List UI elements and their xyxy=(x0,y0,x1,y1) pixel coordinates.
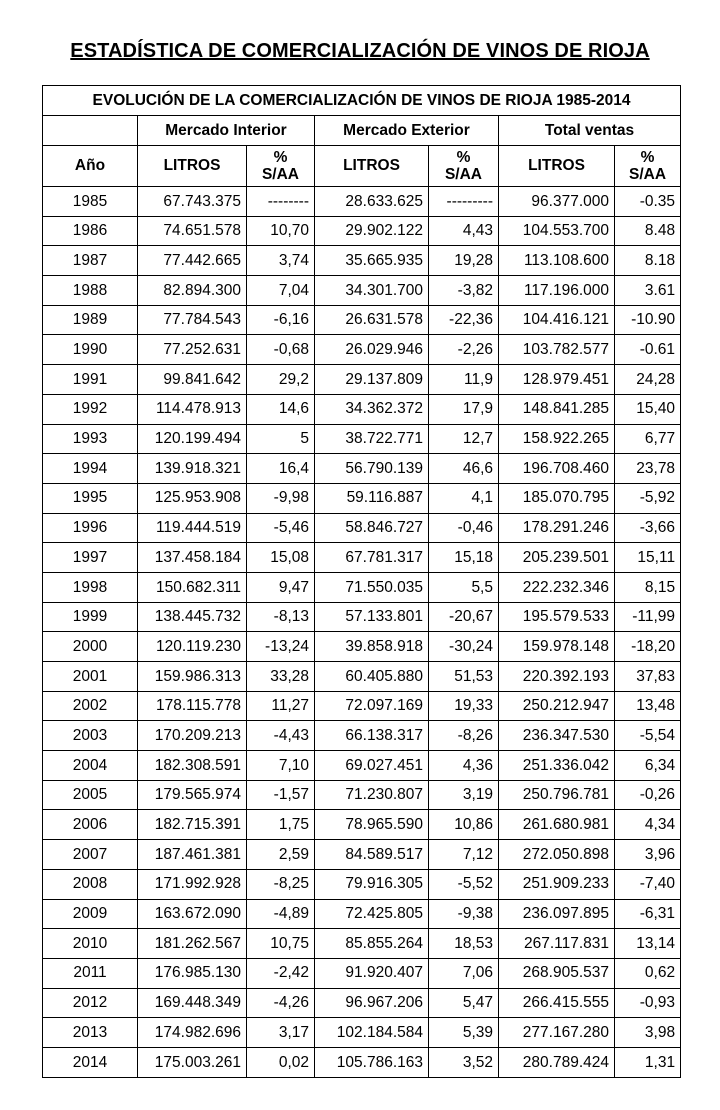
table-row xyxy=(43,305,681,335)
exterior-litros-cell: 35.665.935 xyxy=(315,246,429,276)
interior-pct-cell: 3,17 xyxy=(247,1018,315,1048)
group-header-empty xyxy=(43,116,138,146)
exterior-litros-cell: 66.138.317 xyxy=(315,721,429,751)
total-pct-cell: 13,14 xyxy=(615,929,681,959)
exterior-litros-cell: 39.858.918 xyxy=(315,632,429,662)
exterior-pct-cell: -9,38 xyxy=(429,899,499,929)
year-cell: 2007 xyxy=(43,840,138,870)
total-pct-cell: 8,15 xyxy=(615,572,681,602)
total-pct-cell: 6,34 xyxy=(615,751,681,781)
year-cell: 2013 xyxy=(43,1018,138,1048)
interior-litros-cell: 178.115.778 xyxy=(138,691,247,721)
exterior-pct-cell: 51,53 xyxy=(429,662,499,692)
interior-litros-cell: 187.461.381 xyxy=(138,840,247,870)
interior-pct-cell: 1,75 xyxy=(247,810,315,840)
exterior-pct-cell: 17,9 xyxy=(429,394,499,424)
total-pct-cell: 8.48 xyxy=(615,216,681,246)
exterior-litros-cell: 28.633.625 xyxy=(315,187,429,217)
table-row xyxy=(43,216,681,246)
header-total-pct: % S/AA xyxy=(615,146,681,187)
exterior-pct-cell: 18,53 xyxy=(429,929,499,959)
exterior-pct-cell: 5,47 xyxy=(429,988,499,1018)
total-litros-cell: 178.291.246 xyxy=(499,513,615,543)
table-row xyxy=(43,276,681,306)
total-pct-cell: 23,78 xyxy=(615,454,681,484)
exterior-litros-cell: 78.965.590 xyxy=(315,810,429,840)
table-row xyxy=(43,572,681,602)
total-litros-cell: 185.070.795 xyxy=(499,483,615,513)
exterior-pct-cell: 3,19 xyxy=(429,780,499,810)
interior-litros-cell: 114.478.913 xyxy=(138,394,247,424)
interior-litros-cell: 120.199.494 xyxy=(138,424,247,454)
exterior-litros-cell: 56.790.139 xyxy=(315,454,429,484)
interior-pct-cell: 2,59 xyxy=(247,840,315,870)
interior-litros-cell: 181.262.567 xyxy=(138,929,247,959)
group-header-row xyxy=(43,116,681,146)
interior-pct-cell: -0,68 xyxy=(247,335,315,365)
year-cell: 2009 xyxy=(43,899,138,929)
exterior-litros-cell: 34.301.700 xyxy=(315,276,429,306)
interior-pct-cell: 5 xyxy=(247,424,315,454)
total-litros-cell: 250.796.781 xyxy=(499,780,615,810)
exterior-litros-cell: 29.137.809 xyxy=(315,365,429,395)
exterior-litros-cell: 26.631.578 xyxy=(315,305,429,335)
interior-pct-cell: -4,89 xyxy=(247,899,315,929)
table-row xyxy=(43,929,681,959)
total-litros-cell: 236.097.895 xyxy=(499,899,615,929)
exterior-pct-cell: 5,5 xyxy=(429,572,499,602)
total-pct-cell: -0.61 xyxy=(615,335,681,365)
total-litros-cell: 272.050.898 xyxy=(499,840,615,870)
interior-litros-cell: 170.209.213 xyxy=(138,721,247,751)
total-pct-cell: -5,54 xyxy=(615,721,681,751)
header-exterior-litros: LITROS xyxy=(315,146,429,187)
interior-pct-cell: -4,26 xyxy=(247,988,315,1018)
total-pct-cell: 4,34 xyxy=(615,810,681,840)
exterior-litros-cell: 79.916.305 xyxy=(315,869,429,899)
exterior-pct-cell: 4,43 xyxy=(429,216,499,246)
interior-pct-cell: 33,28 xyxy=(247,662,315,692)
exterior-pct-cell: -5,52 xyxy=(429,869,499,899)
table-row xyxy=(43,513,681,543)
exterior-litros-cell: 85.855.264 xyxy=(315,929,429,959)
exterior-litros-cell: 72.097.169 xyxy=(315,691,429,721)
total-litros-cell: 266.415.555 xyxy=(499,988,615,1018)
interior-litros-cell: 159.986.313 xyxy=(138,662,247,692)
interior-litros-cell: 77.252.631 xyxy=(138,335,247,365)
table-row xyxy=(43,483,681,513)
interior-litros-cell: 67.743.375 xyxy=(138,187,247,217)
document-title: ESTADÍSTICA DE COMERCIALIZACIÓN DE VINOS DE RIOJA xyxy=(70,40,650,62)
total-pct-cell: -6,31 xyxy=(615,899,681,929)
year-cell: 2005 xyxy=(43,780,138,810)
table-row xyxy=(43,424,681,454)
table-row xyxy=(43,394,681,424)
exterior-pct-cell: 46,6 xyxy=(429,454,499,484)
table-row xyxy=(43,335,681,365)
interior-pct-cell: 11,27 xyxy=(247,691,315,721)
table-row xyxy=(43,899,681,929)
year-cell: 1989 xyxy=(43,305,138,335)
exterior-litros-cell: 72.425.805 xyxy=(315,899,429,929)
table-row xyxy=(43,365,681,395)
exterior-litros-cell: 58.846.727 xyxy=(315,513,429,543)
exterior-litros-cell: 60.405.880 xyxy=(315,662,429,692)
exterior-litros-cell: 71.550.035 xyxy=(315,572,429,602)
exterior-pct-cell: 11,9 xyxy=(429,365,499,395)
interior-litros-cell: 125.953.908 xyxy=(138,483,247,513)
exterior-litros-cell: 69.027.451 xyxy=(315,751,429,781)
total-pct-cell: 1,31 xyxy=(615,1047,681,1077)
table-row xyxy=(43,187,681,217)
table-row xyxy=(43,1018,681,1048)
total-litros-cell: 104.416.121 xyxy=(499,305,615,335)
year-cell: 1987 xyxy=(43,246,138,276)
exterior-pct-cell: 19,28 xyxy=(429,246,499,276)
year-cell: 1990 xyxy=(43,335,138,365)
interior-litros-cell: 171.992.928 xyxy=(138,869,247,899)
total-pct-cell: 3,96 xyxy=(615,840,681,870)
total-pct-cell: 6,77 xyxy=(615,424,681,454)
year-cell: 2006 xyxy=(43,810,138,840)
interior-pct-cell: 7,04 xyxy=(247,276,315,306)
total-pct-cell: 15,40 xyxy=(615,394,681,424)
total-pct-cell: -18,20 xyxy=(615,632,681,662)
interior-pct-cell: -1,57 xyxy=(247,780,315,810)
total-litros-cell: 196.708.460 xyxy=(499,454,615,484)
total-litros-cell: 113.108.600 xyxy=(499,246,615,276)
year-cell: 2004 xyxy=(43,751,138,781)
exterior-pct-cell: -30,24 xyxy=(429,632,499,662)
group-header-exterior: Mercado Exterior xyxy=(315,116,499,146)
total-litros-cell: 158.922.265 xyxy=(499,424,615,454)
exterior-litros-cell: 34.362.372 xyxy=(315,394,429,424)
header-interior-litros: LITROS xyxy=(138,146,247,187)
total-pct-cell: 24,28 xyxy=(615,365,681,395)
total-litros-cell: 250.212.947 xyxy=(499,691,615,721)
exterior-pct-cell: 3,52 xyxy=(429,1047,499,1077)
total-litros-cell: 251.336.042 xyxy=(499,751,615,781)
total-pct-cell: -10.90 xyxy=(615,305,681,335)
table-row xyxy=(43,840,681,870)
interior-litros-cell: 120.119.230 xyxy=(138,632,247,662)
interior-litros-cell: 163.672.090 xyxy=(138,899,247,929)
total-pct-cell: 3.61 xyxy=(615,276,681,306)
year-cell: 1996 xyxy=(43,513,138,543)
exterior-pct-cell: -20,67 xyxy=(429,602,499,632)
total-pct-cell: -7,40 xyxy=(615,869,681,899)
exterior-litros-cell: 102.184.584 xyxy=(315,1018,429,1048)
table-row xyxy=(43,662,681,692)
year-cell: 1985 xyxy=(43,187,138,217)
interior-pct-cell: 10,75 xyxy=(247,929,315,959)
interior-litros-cell: 74.651.578 xyxy=(138,216,247,246)
interior-pct-cell: 0,02 xyxy=(247,1047,315,1077)
interior-pct-cell: -6,16 xyxy=(247,305,315,335)
exterior-pct-cell: 10,86 xyxy=(429,810,499,840)
total-litros-cell: 277.167.280 xyxy=(499,1018,615,1048)
total-pct-cell: 13,48 xyxy=(615,691,681,721)
interior-pct-cell: -13,24 xyxy=(247,632,315,662)
year-cell: 2000 xyxy=(43,632,138,662)
interior-litros-cell: 169.448.349 xyxy=(138,988,247,1018)
exterior-pct-cell: -3,82 xyxy=(429,276,499,306)
total-litros-cell: 128.979.451 xyxy=(499,365,615,395)
table-row xyxy=(43,751,681,781)
interior-litros-cell: 77.442.665 xyxy=(138,246,247,276)
commercialization-table xyxy=(42,85,681,1078)
year-cell: 2010 xyxy=(43,929,138,959)
interior-pct-cell: 14,6 xyxy=(247,394,315,424)
exterior-litros-cell: 67.781.317 xyxy=(315,543,429,573)
table-row xyxy=(43,869,681,899)
interior-litros-cell: 175.003.261 xyxy=(138,1047,247,1077)
table-row xyxy=(43,780,681,810)
header-year: Año xyxy=(43,146,138,187)
interior-pct-cell: 16,4 xyxy=(247,454,315,484)
interior-litros-cell: 82.894.300 xyxy=(138,276,247,306)
column-header-row xyxy=(43,146,681,187)
exterior-litros-cell: 38.722.771 xyxy=(315,424,429,454)
exterior-pct-cell: -2,26 xyxy=(429,335,499,365)
total-pct-cell: -11,99 xyxy=(615,602,681,632)
interior-pct-cell: -4,43 xyxy=(247,721,315,751)
table-row xyxy=(43,632,681,662)
year-cell: 1988 xyxy=(43,276,138,306)
year-cell: 1986 xyxy=(43,216,138,246)
exterior-litros-cell: 84.589.517 xyxy=(315,840,429,870)
total-litros-cell: 280.789.424 xyxy=(499,1047,615,1077)
exterior-pct-cell: 4,1 xyxy=(429,483,499,513)
year-cell: 2003 xyxy=(43,721,138,751)
total-litros-cell: 222.232.346 xyxy=(499,572,615,602)
exterior-litros-cell: 57.133.801 xyxy=(315,602,429,632)
total-litros-cell: 251.909.233 xyxy=(499,869,615,899)
total-pct-cell: 0,62 xyxy=(615,958,681,988)
interior-litros-cell: 174.982.696 xyxy=(138,1018,247,1048)
interior-pct-cell: 3,74 xyxy=(247,246,315,276)
year-cell: 1995 xyxy=(43,483,138,513)
total-litros-cell: 159.978.148 xyxy=(499,632,615,662)
total-pct-cell: 3,98 xyxy=(615,1018,681,1048)
exterior-pct-cell: -22,36 xyxy=(429,305,499,335)
interior-pct-cell: -------- xyxy=(247,187,315,217)
exterior-pct-cell: 4,36 xyxy=(429,751,499,781)
table-row xyxy=(43,958,681,988)
interior-litros-cell: 77.784.543 xyxy=(138,305,247,335)
exterior-pct-cell: 19,33 xyxy=(429,691,499,721)
total-litros-cell: 148.841.285 xyxy=(499,394,615,424)
interior-pct-cell: -8,25 xyxy=(247,869,315,899)
interior-pct-cell: 7,10 xyxy=(247,751,315,781)
table-row xyxy=(43,810,681,840)
group-header-total: Total ventas xyxy=(499,116,681,146)
exterior-pct-cell: 5,39 xyxy=(429,1018,499,1048)
exterior-pct-cell: 7,12 xyxy=(429,840,499,870)
exterior-pct-cell: 7,06 xyxy=(429,958,499,988)
exterior-litros-cell: 91.920.407 xyxy=(315,958,429,988)
year-cell: 1997 xyxy=(43,543,138,573)
exterior-litros-cell: 59.116.887 xyxy=(315,483,429,513)
exterior-litros-cell: 71.230.807 xyxy=(315,780,429,810)
table-row xyxy=(43,721,681,751)
exterior-litros-cell: 96.967.206 xyxy=(315,988,429,1018)
interior-pct-cell: -8,13 xyxy=(247,602,315,632)
interior-litros-cell: 182.308.591 xyxy=(138,751,247,781)
table-row xyxy=(43,454,681,484)
total-litros-cell: 96.377.000 xyxy=(499,187,615,217)
interior-litros-cell: 139.918.321 xyxy=(138,454,247,484)
total-litros-cell: 236.347.530 xyxy=(499,721,615,751)
interior-pct-cell: -9,98 xyxy=(247,483,315,513)
interior-litros-cell: 150.682.311 xyxy=(138,572,247,602)
header-total-litros: LITROS xyxy=(499,146,615,187)
year-cell: 1992 xyxy=(43,394,138,424)
year-cell: 2014 xyxy=(43,1047,138,1077)
interior-pct-cell: 15,08 xyxy=(247,543,315,573)
year-cell: 1998 xyxy=(43,572,138,602)
total-pct-cell: -5,92 xyxy=(615,483,681,513)
total-litros-cell: 268.905.537 xyxy=(499,958,615,988)
table-row xyxy=(43,691,681,721)
interior-pct-cell: -2,42 xyxy=(247,958,315,988)
group-header-interior: Mercado Interior xyxy=(138,116,315,146)
total-litros-cell: 104.553.700 xyxy=(499,216,615,246)
exterior-litros-cell: 105.786.163 xyxy=(315,1047,429,1077)
year-cell: 1994 xyxy=(43,454,138,484)
interior-pct-cell: 10,70 xyxy=(247,216,315,246)
exterior-pct-cell: --------- xyxy=(429,187,499,217)
table-caption: EVOLUCIÓN DE LA COMERCIALIZACIÓN DE VINOS DE RIOJA 1985-2014 xyxy=(43,86,681,116)
table-caption-row xyxy=(43,86,681,116)
total-pct-cell: -0,26 xyxy=(615,780,681,810)
interior-litros-cell: 182.715.391 xyxy=(138,810,247,840)
year-cell: 1991 xyxy=(43,365,138,395)
table-row xyxy=(43,988,681,1018)
exterior-pct-cell: -8,26 xyxy=(429,721,499,751)
interior-pct-cell: 9,47 xyxy=(247,572,315,602)
total-pct-cell: -0.35 xyxy=(615,187,681,217)
total-pct-cell: 15,11 xyxy=(615,543,681,573)
total-litros-cell: 103.782.577 xyxy=(499,335,615,365)
year-cell: 2011 xyxy=(43,958,138,988)
header-exterior-pct: % S/AA xyxy=(429,146,499,187)
total-litros-cell: 205.239.501 xyxy=(499,543,615,573)
interior-litros-cell: 119.444.519 xyxy=(138,513,247,543)
total-litros-cell: 267.117.831 xyxy=(499,929,615,959)
exterior-litros-cell: 29.902.122 xyxy=(315,216,429,246)
year-cell: 2001 xyxy=(43,662,138,692)
table-row xyxy=(43,602,681,632)
total-pct-cell: 37,83 xyxy=(615,662,681,692)
total-pct-cell: -0,93 xyxy=(615,988,681,1018)
interior-pct-cell: -5,46 xyxy=(247,513,315,543)
table-row xyxy=(43,246,681,276)
interior-litros-cell: 179.565.974 xyxy=(138,780,247,810)
total-litros-cell: 195.579.533 xyxy=(499,602,615,632)
exterior-pct-cell: -0,46 xyxy=(429,513,499,543)
year-cell: 1993 xyxy=(43,424,138,454)
interior-litros-cell: 138.445.732 xyxy=(138,602,247,632)
year-cell: 1999 xyxy=(43,602,138,632)
total-litros-cell: 220.392.193 xyxy=(499,662,615,692)
header-interior-pct: % S/AA xyxy=(247,146,315,187)
exterior-pct-cell: 15,18 xyxy=(429,543,499,573)
year-cell: 2012 xyxy=(43,988,138,1018)
interior-litros-cell: 176.985.130 xyxy=(138,958,247,988)
total-litros-cell: 117.196.000 xyxy=(499,276,615,306)
interior-pct-cell: 29,2 xyxy=(247,365,315,395)
table-row xyxy=(43,1047,681,1077)
total-pct-cell: -3,66 xyxy=(615,513,681,543)
exterior-pct-cell: 12,7 xyxy=(429,424,499,454)
year-cell: 2002 xyxy=(43,691,138,721)
total-pct-cell: 8.18 xyxy=(615,246,681,276)
total-litros-cell: 261.680.981 xyxy=(499,810,615,840)
interior-litros-cell: 137.458.184 xyxy=(138,543,247,573)
interior-litros-cell: 99.841.642 xyxy=(138,365,247,395)
year-cell: 2008 xyxy=(43,869,138,899)
exterior-litros-cell: 26.029.946 xyxy=(315,335,429,365)
table-row xyxy=(43,543,681,573)
